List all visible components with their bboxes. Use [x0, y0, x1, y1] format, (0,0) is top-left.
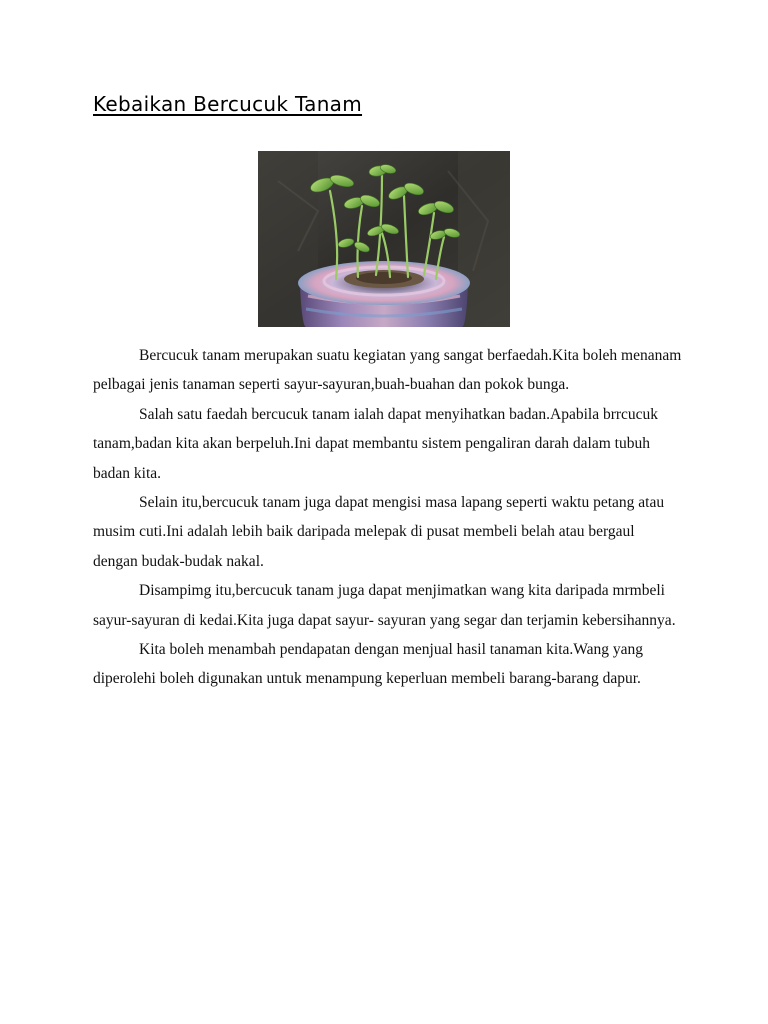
body-text [93, 341, 683, 694]
seedlings-photo [258, 151, 510, 327]
paragraph-leisure: Selain itu,bercucuk tanam juga dapat mengisi masa lapang seperti waktu petang atau musim cuti.Ini adalah lebih baik daripada melepak di pusat membeli belah atau bergaul dengan budak-budak nakal. [93, 494, 665, 570]
paragraph-intro: Bercucuk tanam merupakan suatu kegiatan yang sangat berfaedah.Kita boleh menanam pelbagai jenis tanaman seperti sayur-sayuran,buah-buahan dan pokok bunga. [93, 347, 682, 394]
paragraph-income: Kita boleh menambah pendapatan dengan menjual hasil tanaman kita.Wang yang diperolehi boleh digunakan untuk menampung keperluan membeli barang-barang dapur. [93, 641, 644, 688]
document-title: Kebaikan Bercucuk Tanam [93, 92, 363, 116]
paragraph-health: Salah satu faedah bercucuk tanam ialah dapat menyihatkan badan.Apabila brrcucuk tanam,badan kita akan berpeluh.Ini dapat membantu sistem pengaliran darah dalam tubuh badan kita. [93, 405, 659, 482]
paragraph-savings: Disampimg itu,bercucuk tanam juga dapat menjimatkan wang kita daripada mrmbeli sayur-sayuran di kedai.Kita juga dapat sayur- sayuran yang segar dan terjamin kebersihannya. [93, 582, 676, 629]
